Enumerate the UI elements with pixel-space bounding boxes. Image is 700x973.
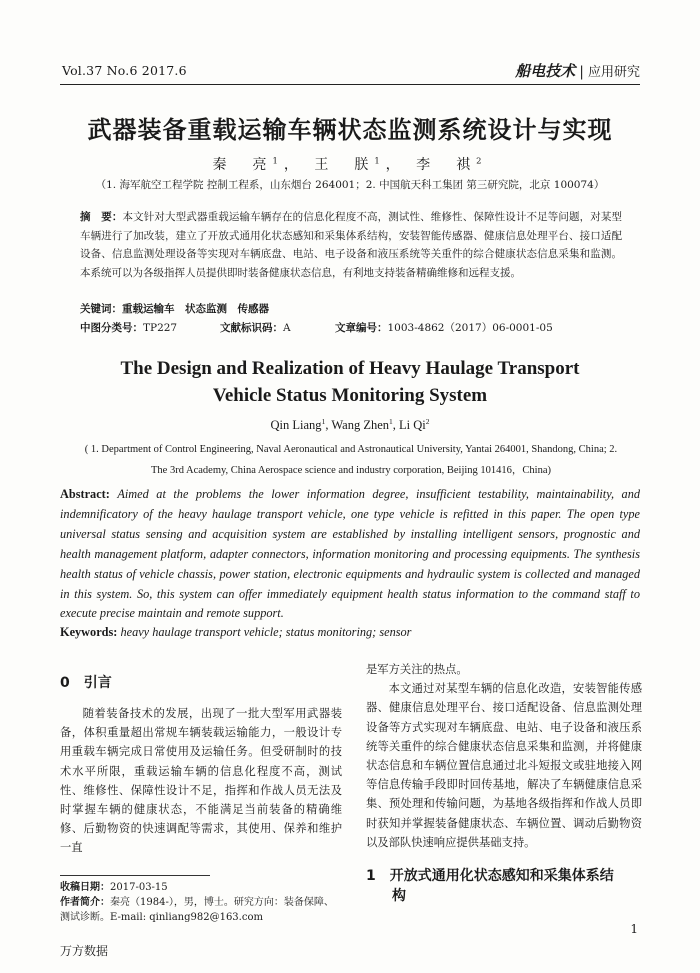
en-keywords xyxy=(60,625,411,640)
journal-header-right xyxy=(515,60,640,81)
page-number: 1 xyxy=(630,922,638,936)
journal-issue: Vol.37 No.6 2017.6 xyxy=(62,63,187,78)
cn-author-sup: 1 xyxy=(374,155,386,166)
cn-keywords-label: 关键词： xyxy=(80,303,122,315)
cn-authors: 秦 亮$^1$， 王 朕$^1$， 李 祺$^2$ xyxy=(212,155,488,173)
en-keywords-text: heavy haulage transport vehicle; status monitoring; sensor xyxy=(120,625,412,639)
cn-classification-row xyxy=(80,320,622,335)
en-affil-line2: The 3rd Academy, China Aerospace science and industry corporation, Beijing 101416，China) xyxy=(151,465,551,476)
body-left-column xyxy=(60,660,342,858)
journal-brand: 船电技术 xyxy=(515,62,576,80)
header-rule xyxy=(60,84,640,85)
header-separator: | xyxy=(579,64,584,80)
en-author-sup: 2 xyxy=(425,416,430,426)
footnote-rule xyxy=(60,875,210,876)
en-author-sup: 1 xyxy=(321,416,326,426)
en-author: Wang Zhen xyxy=(331,418,389,432)
en-affiliation xyxy=(62,439,640,481)
cn-author-sup: 2 xyxy=(476,155,488,166)
class-value: TP227 xyxy=(143,322,178,334)
cn-keywords xyxy=(80,301,269,316)
section-0-continuation: 是军方关注的热点。 xyxy=(366,663,468,676)
en-title xyxy=(0,355,700,409)
cn-abstract-text: 本文针对大型武器重载运输车辆存在的信息化程度不高，测试性、维修性、保障性设计不足等问题，对某型车辆进行了加改装，建立了开放式通用化状态感知和采集体系结构，安装智能传感器、健康信息处理平台、接口适配设备、信息监测处理设备等实现对车辆底盘、电站、电子设备和液压系统等关重件的综合健康状态信息采集和监测。本系统可以为各级指挥人员提供即时装备健康状态信息，有利地支持装备精确维修和远程支援。 xyxy=(80,211,623,279)
doc-code-value: A xyxy=(283,322,291,334)
en-author: Qin Liang xyxy=(270,418,322,432)
cn-affiliation: （1. 海军航空工程学院 控制工程系，山东烟台 264001；2. 中国航天科工集团 第三研究院，北京 100074） xyxy=(95,179,605,191)
section-1-title xyxy=(366,866,642,906)
en-authors: Qin Liang$^1$, Wang Zhen$^1$, Li Qi$^2$ xyxy=(270,416,430,432)
section-1-title-line1: 1 开放式通用化状态感知和采集体系结 xyxy=(366,868,614,885)
cn-author-sup: 1 xyxy=(272,155,284,166)
section-label: 应用研究 xyxy=(587,65,640,80)
section-0-paragraph: 随着装备技术的发展，出现了一批大型军用武器装备，体积重量超出常规车辆装载运输能力，一般设计专用重载车辆完成日常使用及运输任务。但受研制时的技术水平所限，重载运输车辆的信息化程度不高，测试性、维修性、保障性设计不足，指挥和作战人员无法及时掌握车辆的健康状态，不能满足当前装备的精确维修、后勤物资的快速调配等需求，其使用、保养和维护一直 xyxy=(60,707,342,855)
article-no-value: 1003-4862（2017）06-0001-05 xyxy=(387,322,553,334)
author-bio-label: 作者简介： xyxy=(60,897,110,908)
article-no-label: 文章编号： xyxy=(335,322,388,334)
section-0-title: 0 引言 xyxy=(60,675,112,691)
doc-code-label: 文献标识码： xyxy=(220,322,283,334)
en-title-line2: Vehicle Status Monitoring System xyxy=(212,385,488,406)
cn-abstract xyxy=(80,208,622,282)
section-0-paragraph-2: 本文通过对某型车辆的信息化改造，安装智能传感器、健康信息处理平台、接口适配设备、信息监测处理设备等方式实现对车辆底盘、电站、电子设备和液压系统等关重件的综合健康状态信息采集和监测，并将健康状态信息和车辆位置信息通过北斗短报文或驻地接入网等信息传输手段即时回传基地，解决了车辆健康信息采集、预处理和传输问题，为基地各级指挥和作战人员即时获知并掌握装备健康状态、车辆位置、调动后勤物资以及部队快速响应提供基础支持。 xyxy=(366,682,642,849)
body-right-column xyxy=(366,660,642,906)
cn-author: 秦 亮 xyxy=(212,157,273,173)
en-keywords-label: Keywords: xyxy=(60,625,118,639)
received-date-label: 收稿日期： xyxy=(60,882,110,893)
source-watermark: 万方数据 xyxy=(60,944,109,958)
author-bio-value: 秦亮（1984-），男，博士。研究方向：装备保障、测试诊断。E-mail: qinliang982@163.com xyxy=(60,897,334,923)
en-title-line1: The Design and Realization of Heavy Haulage Transport xyxy=(120,358,580,379)
en-author: Li Qi xyxy=(399,418,426,432)
received-date-value: 2017-03-15 xyxy=(110,882,168,893)
section-1-title-line2: 构 xyxy=(392,888,406,905)
en-affil-line1: ( 1. Department of Control Engineering, Naval Aeronautical and Astronautical University, Yantai 264001, Shandong, China; 2. xyxy=(84,444,618,455)
en-abstract xyxy=(60,485,640,624)
cn-author: 李 祺 xyxy=(416,157,477,173)
cn-keywords-text: 重载运输车 状态监测 传感器 xyxy=(122,303,269,315)
class-label: 中图分类号： xyxy=(80,322,143,334)
cn-abstract-label: 摘 要： xyxy=(80,211,123,223)
en-author-sup: 1 xyxy=(389,416,393,426)
footnote xyxy=(60,880,342,925)
cn-title: 武器装备重载运输车辆状态监测系统设计与实现 xyxy=(87,116,613,144)
cn-author: 王 朕 xyxy=(314,157,375,173)
en-abstract-text: Aimed at the problems the lower information degree, insufficient testability, maintainability, and indemnificatory of the heavy haulage transport vehicle, one type vehicle is refitted in this paper. The open type universal status sensing and acquisition system are established by installing intelligent sensors, prognostic and health management platform, adapter connectors, information monitoring and processing equipments. The synthesis health status of vehicle chassis, power station, electronic equipments and hydraulic system is collected and managed in this system. So, this system can offer immediately equipment health status information to the command staff to execute precise maintain and remote support. xyxy=(60,487,640,621)
en-abstract-label: Abstract: xyxy=(60,487,110,501)
